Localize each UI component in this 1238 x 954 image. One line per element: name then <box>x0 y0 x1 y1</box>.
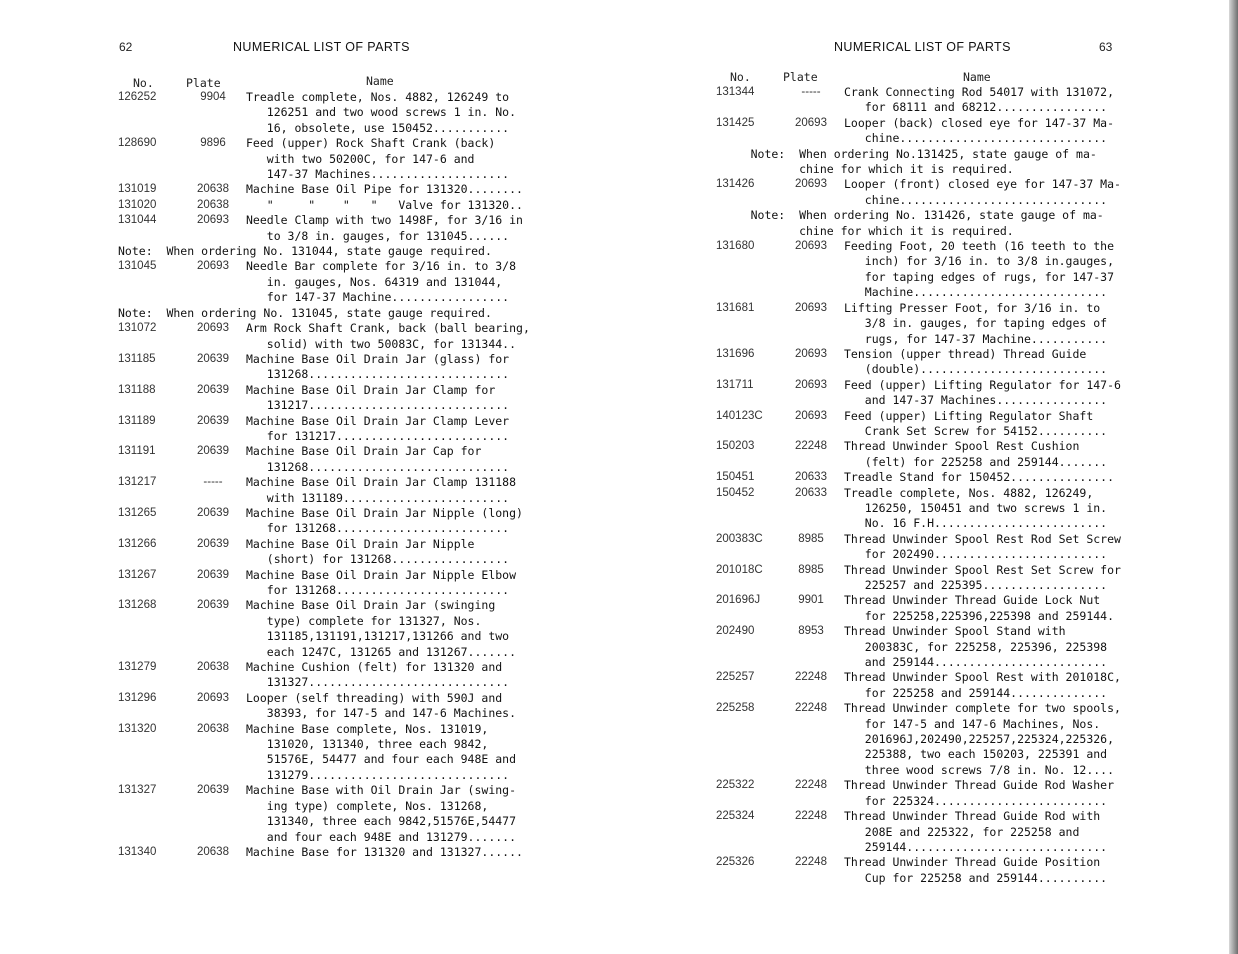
plate-number: 20693 <box>795 347 827 360</box>
description-line: Machine Base complete, Nos. 131019, <box>246 721 489 736</box>
plate-number: 9904 <box>200 91 226 103</box>
description-line: Feed (upper) Rock Shaft Crank (back) <box>246 136 496 151</box>
description-line: Thread Unwinder Thread Guide Position <box>844 855 1101 870</box>
part-row <box>118 90 528 136</box>
part-row <box>118 414 528 445</box>
part-row <box>118 783 528 845</box>
description-line: Machine Base Oil Drain Jar Clamp Lever <box>246 413 510 428</box>
description-line: 208E and 225322, for 225258 and <box>844 824 1080 839</box>
part-description <box>246 475 528 506</box>
plate-number: 20693 <box>197 322 229 335</box>
description-line: Thread Unwinder Thread Guide Rod with <box>844 809 1101 824</box>
part-row <box>716 855 1136 886</box>
description-line: chine.............................. <box>844 192 1108 207</box>
part-row <box>118 352 528 383</box>
part-number: 126252 <box>118 91 157 103</box>
part-row <box>118 660 528 691</box>
description-line: and four each 948E and 131279....... <box>246 829 517 844</box>
description-line: Machine Base with Oil Drain Jar (swing- <box>246 783 517 798</box>
description-line: Needle Bar complete for 3/16 in. to 3/8 <box>246 259 517 274</box>
part-number: 150203 <box>716 440 755 453</box>
plate-number: 22248 <box>795 856 827 869</box>
description-line: 131340, three each 9842,51576E,54477 <box>246 814 517 829</box>
part-row <box>716 670 1136 701</box>
description-line: Machine............................ <box>844 285 1108 300</box>
part-row <box>118 444 528 475</box>
description-line: " " " " Valve for 131320.. <box>246 197 523 212</box>
description-line: No. 16 F.H......................... <box>844 516 1108 531</box>
description-line: solid) with two 50083C, for 131344.. <box>246 336 517 351</box>
description-line: Crank Connecting Rod 54017 with 131072, <box>844 85 1115 99</box>
description-line: Lifting Presser Foot, for 3/16 in. to <box>844 300 1101 315</box>
description-line: Treadle Stand for 150452............... <box>844 470 1115 485</box>
part-description <box>246 444 528 475</box>
part-row <box>716 624 1136 670</box>
description-line: (double)........................... <box>844 362 1108 377</box>
description-line: Needle Clamp with two 1498F, for 3/16 in <box>246 213 523 228</box>
part-number: 131019 <box>118 183 157 196</box>
ordering-note-continuation: chine for which it is required. <box>716 162 1014 177</box>
description-line: Cup for 225258 and 259144.......... <box>844 870 1108 885</box>
part-description <box>246 414 528 445</box>
description-line: for 225258,225396,225398 and 259144. <box>844 608 1115 623</box>
plate-number: 20638 <box>197 845 229 858</box>
part-number: 131711 <box>716 378 754 391</box>
parts-list <box>716 85 1136 886</box>
part-description <box>844 347 1136 378</box>
plate-number: 20639 <box>197 414 229 427</box>
part-number: 131217 <box>118 476 157 489</box>
column-header-no: No. <box>730 70 751 84</box>
part-description <box>844 85 1136 116</box>
part-row <box>118 321 528 352</box>
part-row <box>118 722 528 784</box>
description-line: Looper (self threading) with 590J and <box>246 690 503 705</box>
description-line: for taping edges of rugs, for 147-37 <box>844 269 1115 284</box>
description-line: Looper (back) closed eye for 147-37 Ma- <box>844 115 1115 130</box>
part-description <box>844 409 1136 440</box>
part-description <box>246 198 528 213</box>
plate-number: 20639 <box>197 784 229 797</box>
plate-number: 20693 <box>795 301 827 314</box>
description-line: Feeding Foot, 20 teeth (16 teeth to the <box>844 239 1115 254</box>
description-line: Thread Unwinder Thread Guide Lock Nut <box>844 593 1101 608</box>
part-number: 225322 <box>716 779 755 792</box>
description-line: Treadle complete, Nos. 4882, 126249 to <box>246 90 510 104</box>
description-line: Thread Unwinder complete for two spools, <box>844 701 1121 716</box>
part-number: 150451 <box>716 471 755 484</box>
description-line: Machine Base for 131320 and 131327...... <box>246 844 523 859</box>
plate-number: 22248 <box>795 671 827 684</box>
description-line: and 259144......................... <box>844 655 1108 670</box>
column-header-name: Name <box>963 70 991 84</box>
plate-number: 20638 <box>197 661 229 674</box>
plate-number: 22248 <box>795 779 827 792</box>
description-line: for 225324......................... <box>844 793 1108 808</box>
part-description <box>246 660 528 691</box>
part-row <box>716 409 1136 440</box>
description-line: Thread Unwinder Spool Rest Rod Set Screw <box>844 531 1121 546</box>
part-row <box>716 593 1136 624</box>
description-line: Machine Base Oil Drain Jar Nipple Elbow <box>246 567 517 582</box>
description-line: Tension (upper thread) Thread Guide <box>844 346 1087 361</box>
description-line: 147-37 Machines.................... <box>246 167 510 182</box>
plate-number: ----- <box>203 476 223 489</box>
description-line: for 131268......................... <box>246 521 510 536</box>
part-description <box>844 701 1136 778</box>
part-number: 131185 <box>118 352 156 365</box>
description-line: Machine Base Oil Drain Jar Clamp for <box>246 382 496 397</box>
part-description <box>246 722 528 784</box>
page-number: 63 <box>1099 40 1113 54</box>
column-header-name: Name <box>366 74 394 88</box>
part-number: 131320 <box>118 722 157 735</box>
description-line: ing type) complete, Nos. 131268, <box>246 798 489 813</box>
part-number: 202490 <box>716 625 755 638</box>
part-description <box>246 537 528 568</box>
part-number: 131296 <box>118 691 157 704</box>
part-number: 131044 <box>118 214 157 227</box>
part-number: 131266 <box>118 537 157 550</box>
part-description <box>246 568 528 599</box>
description-line: inch) for 3/16 in. to 3/8 in.gauges, <box>844 254 1115 269</box>
part-description <box>844 470 1136 485</box>
description-line: for 147-5 and 147-6 Machines, Nos. <box>844 716 1101 731</box>
part-row <box>716 439 1136 470</box>
part-row <box>716 116 1136 147</box>
part-number: 131426 <box>716 178 755 191</box>
description-line: 3/8 in. gauges, for taping edges of <box>844 316 1108 331</box>
description-line: 16, obsolete, use 150452........... <box>246 120 510 135</box>
plate-number: 22248 <box>795 440 827 453</box>
ordering-note: Note: When ordering No. 131045, state gauge required. <box>118 305 492 320</box>
description-line: Thread Unwinder Spool Stand with <box>844 624 1066 639</box>
plate-number: 20639 <box>197 352 229 365</box>
part-number: 131680 <box>716 240 755 253</box>
part-description <box>246 321 530 352</box>
plate-number: 20693 <box>795 409 827 422</box>
part-description <box>246 506 528 537</box>
description-line: with two 50200C, for 147-6 and <box>246 151 475 166</box>
description-line: Feed (upper) Lifting Regulator Shaft <box>844 408 1094 423</box>
part-row <box>716 809 1136 855</box>
description-line: Arm Rock Shaft Crank, back (ball bearing, <box>246 321 530 336</box>
plate-number: 20633 <box>795 471 827 484</box>
part-row <box>118 506 528 537</box>
part-description <box>246 845 528 860</box>
part-number: 131265 <box>118 506 157 519</box>
description-line: (short) for 131268................. <box>246 552 510 567</box>
part-row <box>716 239 1136 301</box>
part-description <box>246 259 528 305</box>
part-description <box>246 691 528 722</box>
part-description <box>844 177 1136 208</box>
plate-number: 20693 <box>795 378 827 391</box>
part-number: 131425 <box>716 116 755 129</box>
part-row <box>118 136 528 182</box>
plate-number: ----- <box>801 86 821 98</box>
description-line: with 131189........................ <box>246 490 510 505</box>
description-line: Feed (upper) Lifting Regulator for 147-6 <box>844 377 1121 392</box>
part-row <box>716 347 1136 378</box>
part-number: 131045 <box>118 260 157 273</box>
part-number: 131344 <box>716 86 755 98</box>
part-number: 128690 <box>118 137 157 150</box>
part-description <box>246 182 528 197</box>
description-line: 201696J,202490,225257,225324,225326, <box>844 732 1115 747</box>
part-description <box>246 90 528 136</box>
plate-number: 20638 <box>197 722 229 735</box>
description-line: for 68111 and 68212................ <box>844 100 1108 115</box>
part-number: 131189 <box>118 414 156 427</box>
plate-number: 20693 <box>795 240 827 253</box>
part-row <box>118 213 528 244</box>
description-line: for 225258 and 259144.............. <box>844 685 1108 700</box>
part-description <box>844 670 1136 701</box>
part-number: 225326 <box>716 856 755 869</box>
plate-number: 9896 <box>200 137 226 150</box>
part-number: 131191 <box>118 445 156 458</box>
plate-number: 20639 <box>197 599 229 612</box>
part-number: 150452 <box>716 486 755 499</box>
description-line: 131279............................. <box>246 767 510 782</box>
part-row <box>716 532 1136 563</box>
part-number: 131279 <box>118 661 157 674</box>
part-row <box>118 182 528 197</box>
description-line: 131217............................. <box>246 398 510 413</box>
column-header-plate: Plate <box>783 70 818 84</box>
part-description <box>844 532 1136 563</box>
description-line: 225388, two each 150203, 225391 and <box>844 747 1108 762</box>
part-row <box>716 701 1136 778</box>
description-line: for 131217......................... <box>246 428 510 443</box>
plate-number: 20633 <box>795 486 827 499</box>
plate-number: 20639 <box>197 568 229 581</box>
description-line: 131185,131191,131217,131266 and two <box>246 629 510 644</box>
part-description <box>844 778 1136 809</box>
plate-number: 8985 <box>798 532 824 545</box>
part-row <box>716 301 1136 347</box>
description-line: Looper (front) closed eye for 147-37 Ma- <box>844 177 1121 192</box>
ordering-note: Note: When ordering No. 131426, state gauge of ma- <box>716 208 1104 223</box>
part-row <box>118 691 528 722</box>
part-number: 131020 <box>118 198 157 211</box>
description-line: and 147-37 Machines................ <box>844 393 1108 408</box>
part-number: 201018C <box>716 563 763 576</box>
description-line: Thread Unwinder Thread Guide Rod Washer <box>844 778 1115 793</box>
description-line: 126250, 150451 and two screws 1 in. <box>844 500 1108 515</box>
description-line: for 202490......................... <box>844 547 1108 562</box>
description-line: Machine Base Oil Drain Jar (swinging <box>246 598 496 613</box>
book-spine-shadow <box>1229 0 1238 954</box>
part-description <box>246 783 528 845</box>
part-number: 225257 <box>716 671 755 684</box>
part-number: 131072 <box>118 322 157 335</box>
part-description <box>246 136 528 182</box>
plate-number: 20638 <box>197 198 229 211</box>
description-line: Thread Unwinder Spool Rest with 201018C, <box>844 670 1121 685</box>
description-line: 131268............................. <box>246 459 510 474</box>
description-line: 131268............................. <box>246 367 510 382</box>
ordering-note: Note: When ordering No.131425, state gauge of ma- <box>716 146 1097 161</box>
part-row <box>118 198 528 213</box>
plate-number: 9901 <box>798 594 824 607</box>
part-description <box>844 116 1136 147</box>
part-description <box>844 301 1136 347</box>
plate-number: 20693 <box>795 116 827 129</box>
part-row <box>716 378 1136 409</box>
part-row <box>118 598 528 660</box>
part-row <box>716 486 1136 532</box>
plate-number: 20693 <box>197 691 229 704</box>
description-line: for 147-37 Machine................. <box>246 290 510 305</box>
description-line: Machine Cushion (felt) for 131320 and <box>246 660 503 675</box>
page-number: 62 <box>119 40 133 54</box>
plate-number: 8985 <box>798 563 824 576</box>
description-line: Machine Base Oil Drain Jar Clamp 131188 <box>246 475 517 490</box>
part-description <box>246 383 528 414</box>
part-description <box>844 378 1136 409</box>
plate-number: 20638 <box>197 183 229 196</box>
part-row <box>716 470 1136 485</box>
description-line: to 3/8 in. gauges, for 131045...... <box>246 228 510 243</box>
part-description <box>246 213 528 244</box>
plate-number: 22248 <box>795 702 827 715</box>
description-line: rugs, for 147-37 Machine........... <box>844 331 1108 346</box>
part-number: 201696J <box>716 594 761 607</box>
part-number: 131267 <box>118 568 157 581</box>
right-page <box>619 0 1238 954</box>
part-row <box>716 177 1136 208</box>
part-row <box>716 85 1136 116</box>
part-description <box>844 624 1136 670</box>
part-description <box>844 593 1136 624</box>
description-line: in. gauges, Nos. 64319 and 131044, <box>246 274 503 289</box>
part-number: 140123C <box>716 409 763 422</box>
plate-number: 20639 <box>197 506 229 519</box>
part-description <box>844 239 1136 301</box>
description-line: Treadle complete, Nos. 4882, 126249, <box>844 485 1094 500</box>
part-number: 200383C <box>716 532 763 545</box>
parts-list <box>118 90 528 860</box>
part-description <box>246 352 528 383</box>
description-line: Thread Unwinder Spool Rest Set Screw for <box>844 562 1121 577</box>
description-line: Machine Base Oil Drain Jar Cap for <box>246 444 482 459</box>
description-line: Machine Base Oil Drain Jar (glass) for <box>246 351 510 366</box>
description-line: (felt) for 225258 and 259144....... <box>844 454 1108 469</box>
description-line: each 1247C, 131265 and 131267....... <box>246 644 517 659</box>
part-row <box>118 845 528 860</box>
description-line: Crank Set Screw for 54152.......... <box>844 423 1108 438</box>
description-line: type) complete for 131327, Nos. <box>246 613 482 628</box>
part-row <box>118 383 528 414</box>
plate-number: 20639 <box>197 537 229 550</box>
description-line: Thread Unwinder Spool Rest Cushion <box>844 439 1080 454</box>
description-line: 225257 and 225395.................. <box>844 578 1108 592</box>
part-row <box>118 475 528 506</box>
description-line: 51576E, 54477 and four each 948E and <box>246 752 517 767</box>
plate-number: 20693 <box>197 260 229 273</box>
part-row <box>118 537 528 568</box>
description-line: Machine Base Oil Pipe for 131320........ <box>246 182 523 197</box>
part-description <box>844 439 1136 470</box>
plate-number: 8953 <box>798 625 824 638</box>
plate-number: 20693 <box>795 178 827 191</box>
column-header-no: No. <box>133 76 154 90</box>
description-line: 38393, for 147-5 and 147-6 Machines. <box>246 706 517 721</box>
part-number: 225324 <box>716 810 755 823</box>
part-description <box>844 563 1136 594</box>
part-description <box>246 598 528 660</box>
part-number: 131268 <box>118 599 157 612</box>
part-row <box>716 778 1136 809</box>
part-description <box>844 855 1136 886</box>
description-line: Machine Base Oil Drain Jar Nipple (long) <box>246 505 523 520</box>
description-line: chine.............................. <box>844 131 1108 146</box>
description-line: 200383C, for 225258, 225396, 225398 <box>844 639 1108 654</box>
ordering-note: Note: When ordering No. 131044, state gauge required. <box>118 244 492 259</box>
plate-number: 20693 <box>197 214 229 227</box>
description-line: Machine Base Oil Drain Jar Nipple <box>246 536 475 551</box>
description-line: 131327............................. <box>246 675 510 690</box>
part-row <box>118 259 528 305</box>
page-title: NUMERICAL LIST OF PARTS <box>233 40 410 54</box>
column-header-plate: Plate <box>186 76 221 90</box>
ordering-note-continuation: chine for which it is required. <box>716 223 1014 238</box>
part-number: 131696 <box>716 347 755 360</box>
description-line: 126251 and two wood screws 1 in. No. <box>246 105 517 120</box>
part-row <box>118 568 528 599</box>
part-description <box>844 809 1136 855</box>
part-number: 131340 <box>118 845 157 858</box>
description-line: 131020, 131340, three each 9842, <box>246 737 489 752</box>
part-number: 131681 <box>716 301 755 314</box>
part-number: 131188 <box>118 383 156 396</box>
part-row <box>716 563 1136 594</box>
part-number: 131327 <box>118 784 157 797</box>
page-title: NUMERICAL LIST OF PARTS <box>834 40 1011 54</box>
plate-number: 20639 <box>197 445 229 458</box>
part-description <box>844 486 1136 532</box>
description-line: for 131268......................... <box>246 583 510 597</box>
part-number: 225258 <box>716 702 755 715</box>
plate-number: 22248 <box>795 810 827 823</box>
plate-number: 20639 <box>197 383 229 396</box>
description-line: 259144............................. <box>844 839 1108 854</box>
description-line: three wood screws 7/8 in. No. 12.... <box>844 762 1115 777</box>
